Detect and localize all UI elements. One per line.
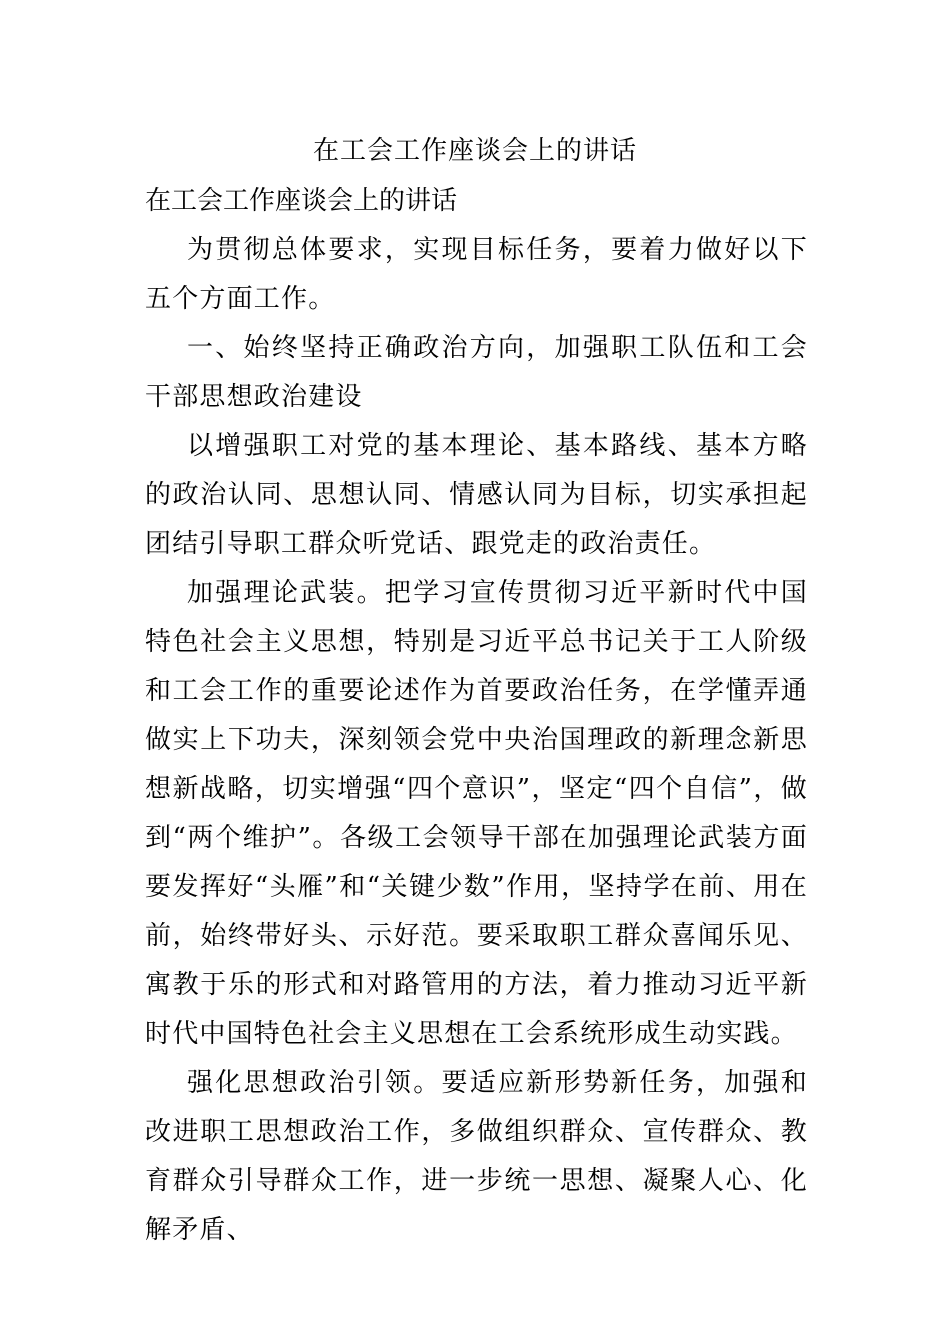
paragraph-theory-arming: 加强理论武装。把学习宣传贯彻习近平新时代中国特色社会主义思想，特别是习近平总书记关于工人阶级和工会工作的重要论述作为首要政治任务，在学懂弄通做实上下功夫，深刻领会党中央治国理政的新理念新思想新战略，切实增强“四个意识”，坚定“四个自信”，做到“两个维护”。各级工会领导干部在加强理论武装方面要发挥好“头雁”和“关键少数”作用，坚持学在前、用在前，始终带好头、示好范。要采取职工群众喜闻乐见、寓教于乐的形式和对路管用的方法，着力推动习近平新时代中国特色社会主义思想在工会系统形成生动实践。 (145, 578, 808, 1049)
document-subtitle: 在工会工作座谈会上的讲话 (145, 186, 458, 216)
paragraph-section-1-intro: 以增强职工对党的基本理论、基本路线、基本方略的政治认同、思想认同、情感认同为目标，切实承担起团结引导职工群众听党话、跟党走的政治责任。 (145, 431, 808, 559)
document-body (145, 181, 808, 1255)
document-title: 在工会工作座谈会上的讲话 (312, 136, 637, 166)
section-heading-1: 一、始终坚持正确政治方向，加强职工队伍和工会干部思想政治建设 (145, 333, 808, 412)
paragraph-intro: 为贯彻总体要求，实现目标任务，要着力做好以下五个方面工作。 (145, 235, 808, 314)
paragraph-ideological-guidance: 强化思想政治引领。要适应新形势新任务，加强和改进职工思想政治工作，多做组织群众、宣传群众、教育群众引导群众工作，进一步统一思想、凝聚人心、化解矛盾、 (145, 1068, 808, 1245)
